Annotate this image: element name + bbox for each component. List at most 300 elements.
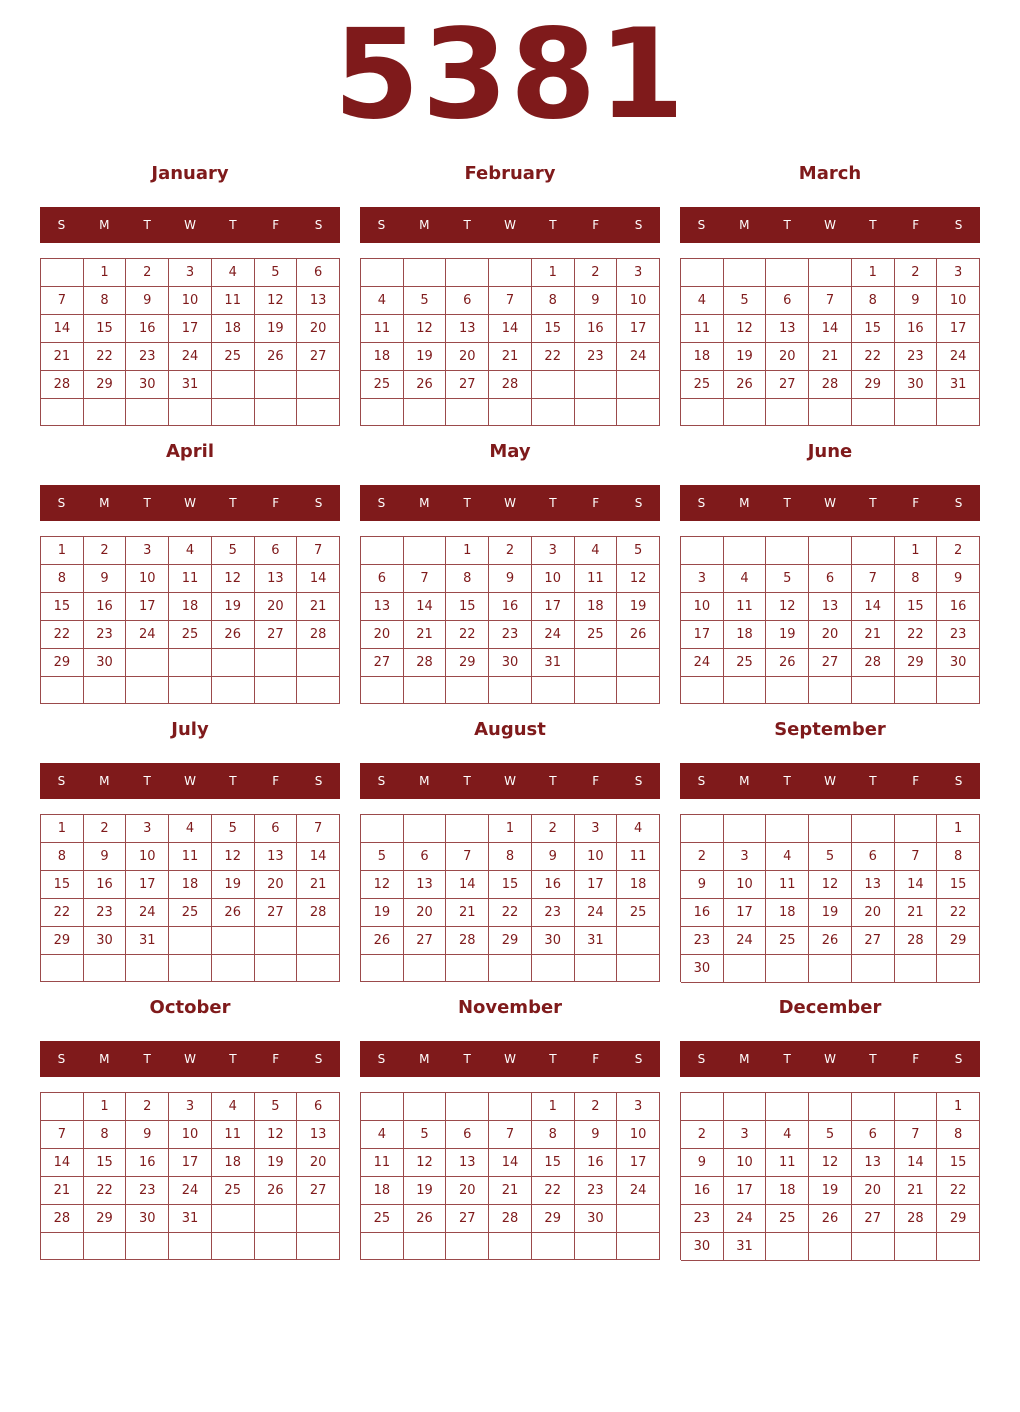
day-cell: 31	[169, 371, 212, 399]
weekday-label: W	[824, 218, 836, 232]
day-cell: 5	[404, 287, 447, 315]
empty-day-cell	[212, 399, 255, 426]
day-cell: 20	[297, 315, 340, 343]
empty-day-cell	[895, 955, 938, 983]
day-cell: 1	[852, 259, 895, 287]
weekday-label: F	[912, 218, 920, 232]
weekday-label: S	[954, 774, 963, 788]
day-cell: 14	[41, 315, 84, 343]
empty-day-cell	[724, 1093, 767, 1121]
empty-day-cell	[532, 371, 575, 399]
empty-day-cell	[724, 399, 767, 426]
empty-day-cell	[724, 677, 767, 704]
day-cell: 13	[446, 315, 489, 343]
weekday-label: M	[739, 1052, 750, 1066]
weekday-label: T	[783, 218, 791, 232]
weekday-label: T	[783, 774, 791, 788]
day-cell: 5	[212, 815, 255, 843]
day-cell: 24	[681, 649, 724, 677]
weekday-label: F	[592, 1052, 600, 1066]
empty-day-cell	[766, 677, 809, 704]
day-cell: 8	[532, 287, 575, 315]
weekday-label: F	[272, 774, 280, 788]
empty-day-cell	[532, 1233, 575, 1260]
empty-day-cell	[404, 815, 447, 843]
day-cell: 6	[446, 287, 489, 315]
empty-day-cell	[489, 1233, 532, 1260]
weekday-label: W	[504, 774, 516, 788]
day-cell: 8	[895, 565, 938, 593]
day-cell: 2	[489, 537, 532, 565]
day-cell: 26	[766, 649, 809, 677]
empty-day-cell	[575, 371, 618, 399]
day-cell: 7	[41, 287, 84, 315]
weekday-label: S	[314, 496, 323, 510]
day-cell: 20	[852, 1177, 895, 1205]
day-cell: 13	[766, 315, 809, 343]
day-cell: 30	[575, 1205, 618, 1233]
day-cell: 11	[724, 593, 767, 621]
day-cell: 13	[297, 1121, 340, 1149]
day-cell: 1	[84, 1093, 127, 1121]
empty-day-cell	[126, 399, 169, 426]
day-cell: 14	[489, 315, 532, 343]
day-cell: 27	[852, 1205, 895, 1233]
day-cell: 23	[84, 899, 127, 927]
empty-day-cell	[41, 1093, 84, 1121]
weekday-label: S	[634, 496, 643, 510]
day-cell: 17	[532, 593, 575, 621]
day-cell: 12	[212, 565, 255, 593]
day-cell: 4	[766, 843, 809, 871]
day-cell: 29	[84, 1205, 127, 1233]
weekday-label: F	[912, 1052, 920, 1066]
days-grid	[680, 258, 980, 426]
empty-day-cell	[937, 1233, 980, 1261]
empty-day-cell	[766, 399, 809, 426]
day-cell: 26	[361, 927, 404, 955]
weekday-label: S	[57, 218, 66, 232]
empty-day-cell	[575, 955, 618, 982]
day-cell: 7	[895, 1121, 938, 1149]
empty-day-cell	[766, 1233, 809, 1261]
day-cell: 6	[297, 1093, 340, 1121]
day-cell: 4	[212, 259, 255, 287]
empty-day-cell	[361, 537, 404, 565]
day-cell: 1	[84, 259, 127, 287]
weekday-header	[680, 763, 980, 799]
empty-day-cell	[446, 1093, 489, 1121]
day-cell: 27	[446, 1205, 489, 1233]
day-cell: 17	[126, 871, 169, 899]
day-cell: 21	[297, 871, 340, 899]
weekday-label: T	[229, 774, 237, 788]
empty-day-cell	[361, 259, 404, 287]
empty-day-cell	[297, 371, 340, 399]
day-cell: 12	[724, 315, 767, 343]
day-cell: 23	[532, 899, 575, 927]
day-cell: 15	[41, 871, 84, 899]
day-cell: 24	[126, 621, 169, 649]
empty-day-cell	[361, 955, 404, 982]
day-cell: 7	[489, 1121, 532, 1149]
day-cell: 7	[852, 565, 895, 593]
empty-day-cell	[361, 815, 404, 843]
day-cell: 25	[361, 1205, 404, 1233]
day-cell: 12	[766, 593, 809, 621]
day-cell: 11	[681, 315, 724, 343]
days-grid	[680, 814, 980, 982]
day-cell: 18	[169, 593, 212, 621]
empty-day-cell	[809, 1233, 852, 1261]
day-cell: 27	[255, 899, 298, 927]
day-cell: 4	[617, 815, 660, 843]
day-cell: 25	[617, 899, 660, 927]
empty-day-cell	[575, 399, 618, 426]
weekday-label: M	[99, 496, 110, 510]
day-cell: 21	[489, 343, 532, 371]
day-cell: 11	[361, 315, 404, 343]
day-cell: 8	[937, 1121, 980, 1149]
day-cell: 4	[766, 1121, 809, 1149]
empty-day-cell	[446, 677, 489, 704]
day-cell: 6	[255, 815, 298, 843]
day-cell: 14	[297, 565, 340, 593]
weekday-label: W	[824, 496, 836, 510]
empty-day-cell	[937, 399, 980, 426]
day-cell: 8	[84, 287, 127, 315]
day-cell: 31	[532, 649, 575, 677]
empty-day-cell	[84, 1233, 127, 1260]
day-cell: 5	[255, 259, 298, 287]
day-cell: 28	[895, 927, 938, 955]
empty-day-cell	[446, 399, 489, 426]
day-cell: 25	[575, 621, 618, 649]
day-cell: 22	[852, 343, 895, 371]
empty-day-cell	[617, 371, 660, 399]
day-cell: 5	[724, 287, 767, 315]
weekday-header	[40, 1041, 340, 1077]
day-cell: 9	[895, 287, 938, 315]
day-cell: 3	[532, 537, 575, 565]
weekday-label: M	[99, 1052, 110, 1066]
day-cell: 9	[84, 565, 127, 593]
day-cell: 6	[255, 537, 298, 565]
weekday-label: W	[184, 774, 196, 788]
empty-day-cell	[532, 399, 575, 426]
day-cell: 18	[724, 621, 767, 649]
weekday-label: S	[314, 218, 323, 232]
empty-day-cell	[489, 677, 532, 704]
weekday-label: M	[739, 218, 750, 232]
day-cell: 30	[937, 649, 980, 677]
day-cell: 19	[724, 343, 767, 371]
day-cell: 23	[489, 621, 532, 649]
weekday-label: W	[824, 1052, 836, 1066]
day-cell: 19	[766, 621, 809, 649]
empty-day-cell	[297, 677, 340, 704]
weekday-label: T	[143, 774, 151, 788]
day-cell: 25	[681, 371, 724, 399]
weekday-label: W	[504, 218, 516, 232]
empty-day-cell	[126, 649, 169, 677]
day-cell: 1	[532, 1093, 575, 1121]
day-cell: 10	[169, 1121, 212, 1149]
day-cell: 29	[895, 649, 938, 677]
empty-day-cell	[575, 649, 618, 677]
month-name: April	[165, 441, 215, 462]
day-cell: 22	[41, 621, 84, 649]
day-cell: 23	[681, 1205, 724, 1233]
weekday-header	[40, 207, 340, 243]
weekday-label: S	[57, 774, 66, 788]
month-november	[360, 990, 660, 1268]
month-name: March	[798, 163, 862, 184]
day-cell: 12	[809, 1149, 852, 1177]
weekday-label: T	[463, 496, 471, 510]
empty-day-cell	[895, 815, 938, 843]
weekday-label: S	[954, 1052, 963, 1066]
weekday-label: F	[272, 218, 280, 232]
empty-day-cell	[297, 927, 340, 955]
month-name: October	[149, 997, 231, 1018]
empty-day-cell	[255, 399, 298, 426]
year-title: 5381	[333, 3, 687, 147]
weekday-label: T	[143, 218, 151, 232]
day-cell: 13	[297, 287, 340, 315]
empty-day-cell	[84, 677, 127, 704]
empty-day-cell	[617, 649, 660, 677]
weekday-label: S	[377, 218, 386, 232]
day-cell: 29	[937, 1205, 980, 1233]
day-cell: 4	[212, 1093, 255, 1121]
day-cell: 21	[895, 899, 938, 927]
day-cell: 8	[937, 843, 980, 871]
day-cell: 26	[809, 927, 852, 955]
day-cell: 2	[575, 259, 618, 287]
day-cell: 23	[681, 927, 724, 955]
day-cell: 14	[41, 1149, 84, 1177]
day-cell: 1	[489, 815, 532, 843]
day-cell: 1	[895, 537, 938, 565]
day-cell: 17	[169, 315, 212, 343]
day-cell: 14	[446, 871, 489, 899]
month-july	[40, 712, 340, 990]
empty-day-cell	[575, 1233, 618, 1260]
day-cell: 6	[404, 843, 447, 871]
empty-day-cell	[361, 677, 404, 704]
day-cell: 13	[809, 593, 852, 621]
empty-day-cell	[126, 955, 169, 982]
days-grid	[680, 1092, 980, 1260]
empty-day-cell	[255, 955, 298, 982]
empty-day-cell	[895, 677, 938, 704]
day-cell: 26	[617, 621, 660, 649]
day-cell: 20	[766, 343, 809, 371]
day-cell: 1	[937, 1093, 980, 1121]
day-cell: 29	[532, 1205, 575, 1233]
day-cell: 28	[41, 1205, 84, 1233]
empty-day-cell	[617, 399, 660, 426]
weekday-label: T	[869, 218, 877, 232]
empty-day-cell	[297, 955, 340, 982]
days-grid	[40, 536, 340, 704]
month-august	[360, 712, 660, 990]
weekday-label: T	[783, 1052, 791, 1066]
empty-day-cell	[489, 1093, 532, 1121]
day-cell: 22	[937, 899, 980, 927]
day-cell: 2	[84, 537, 127, 565]
day-cell: 20	[297, 1149, 340, 1177]
day-cell: 31	[575, 927, 618, 955]
day-cell: 24	[724, 1205, 767, 1233]
empty-day-cell	[84, 399, 127, 426]
day-cell: 19	[212, 871, 255, 899]
weekday-header	[360, 485, 660, 521]
day-cell: 17	[724, 899, 767, 927]
day-cell: 11	[361, 1149, 404, 1177]
empty-day-cell	[84, 955, 127, 982]
weekday-label: F	[592, 496, 600, 510]
days-grid	[40, 258, 340, 426]
empty-day-cell	[489, 955, 532, 982]
day-cell: 30	[532, 927, 575, 955]
empty-day-cell	[446, 259, 489, 287]
day-cell: 27	[297, 1177, 340, 1205]
day-cell: 27	[809, 649, 852, 677]
month-name: July	[171, 719, 209, 740]
empty-day-cell	[41, 399, 84, 426]
day-cell: 28	[446, 927, 489, 955]
day-cell: 16	[532, 871, 575, 899]
day-cell: 26	[404, 1205, 447, 1233]
empty-day-cell	[361, 399, 404, 426]
empty-day-cell	[724, 815, 767, 843]
day-cell: 3	[126, 537, 169, 565]
weekday-label: M	[419, 774, 430, 788]
day-cell: 13	[361, 593, 404, 621]
day-cell: 21	[446, 899, 489, 927]
day-cell: 16	[126, 1149, 169, 1177]
day-cell: 16	[681, 1177, 724, 1205]
day-cell: 12	[361, 871, 404, 899]
weekday-label: F	[912, 496, 920, 510]
day-cell: 2	[681, 1121, 724, 1149]
day-cell: 21	[297, 593, 340, 621]
day-cell: 8	[41, 843, 84, 871]
day-cell: 15	[446, 593, 489, 621]
day-cell: 20	[255, 871, 298, 899]
empty-day-cell	[809, 815, 852, 843]
day-cell: 26	[724, 371, 767, 399]
day-cell: 10	[724, 1149, 767, 1177]
weekday-label: S	[697, 496, 706, 510]
day-cell: 10	[617, 1121, 660, 1149]
day-cell: 19	[255, 315, 298, 343]
weekday-label: S	[697, 1052, 706, 1066]
day-cell: 19	[809, 1177, 852, 1205]
day-cell: 27	[446, 371, 489, 399]
weekday-label: S	[377, 1052, 386, 1066]
day-cell: 20	[809, 621, 852, 649]
day-cell: 19	[404, 1177, 447, 1205]
day-cell: 28	[297, 899, 340, 927]
weekday-label: T	[549, 496, 557, 510]
weekday-label: T	[783, 496, 791, 510]
empty-day-cell	[809, 955, 852, 983]
day-cell: 29	[446, 649, 489, 677]
day-cell: 17	[617, 1149, 660, 1177]
day-cell: 2	[126, 259, 169, 287]
day-cell: 22	[84, 1177, 127, 1205]
month-february	[360, 156, 660, 434]
empty-day-cell	[404, 537, 447, 565]
empty-day-cell	[852, 1093, 895, 1121]
day-cell: 22	[84, 343, 127, 371]
day-cell: 23	[126, 343, 169, 371]
empty-day-cell	[809, 1093, 852, 1121]
day-cell: 18	[766, 1177, 809, 1205]
day-cell: 25	[212, 1177, 255, 1205]
weekday-label: M	[419, 218, 430, 232]
day-cell: 15	[532, 1149, 575, 1177]
day-cell: 26	[809, 1205, 852, 1233]
day-cell: 27	[852, 927, 895, 955]
empty-day-cell	[41, 1233, 84, 1260]
day-cell: 18	[617, 871, 660, 899]
empty-day-cell	[297, 1233, 340, 1260]
day-cell: 24	[169, 343, 212, 371]
empty-day-cell	[404, 399, 447, 426]
day-cell: 3	[126, 815, 169, 843]
day-cell: 29	[84, 371, 127, 399]
day-cell: 1	[41, 537, 84, 565]
day-cell: 5	[766, 565, 809, 593]
weekday-label: M	[99, 774, 110, 788]
weekday-label: S	[314, 1052, 323, 1066]
weekday-label: M	[99, 218, 110, 232]
day-cell: 28	[297, 621, 340, 649]
day-cell: 11	[617, 843, 660, 871]
day-cell: 22	[532, 1177, 575, 1205]
empty-day-cell	[681, 399, 724, 426]
day-cell: 6	[852, 843, 895, 871]
day-cell: 17	[937, 315, 980, 343]
day-cell: 12	[617, 565, 660, 593]
weekday-label: T	[869, 1052, 877, 1066]
day-cell: 9	[575, 1121, 618, 1149]
day-cell: 27	[361, 649, 404, 677]
weekday-label: T	[549, 218, 557, 232]
empty-day-cell	[895, 1093, 938, 1121]
day-cell: 24	[532, 621, 575, 649]
empty-day-cell	[681, 1093, 724, 1121]
weekday-label: T	[549, 774, 557, 788]
empty-day-cell	[212, 955, 255, 982]
day-cell: 3	[575, 815, 618, 843]
day-cell: 1	[41, 815, 84, 843]
empty-day-cell	[212, 927, 255, 955]
day-cell: 16	[681, 899, 724, 927]
empty-day-cell	[852, 537, 895, 565]
empty-day-cell	[489, 259, 532, 287]
empty-day-cell	[724, 259, 767, 287]
day-cell: 31	[724, 1233, 767, 1261]
day-cell: 4	[681, 287, 724, 315]
month-january	[40, 156, 340, 434]
day-cell: 20	[446, 343, 489, 371]
day-cell: 9	[937, 565, 980, 593]
